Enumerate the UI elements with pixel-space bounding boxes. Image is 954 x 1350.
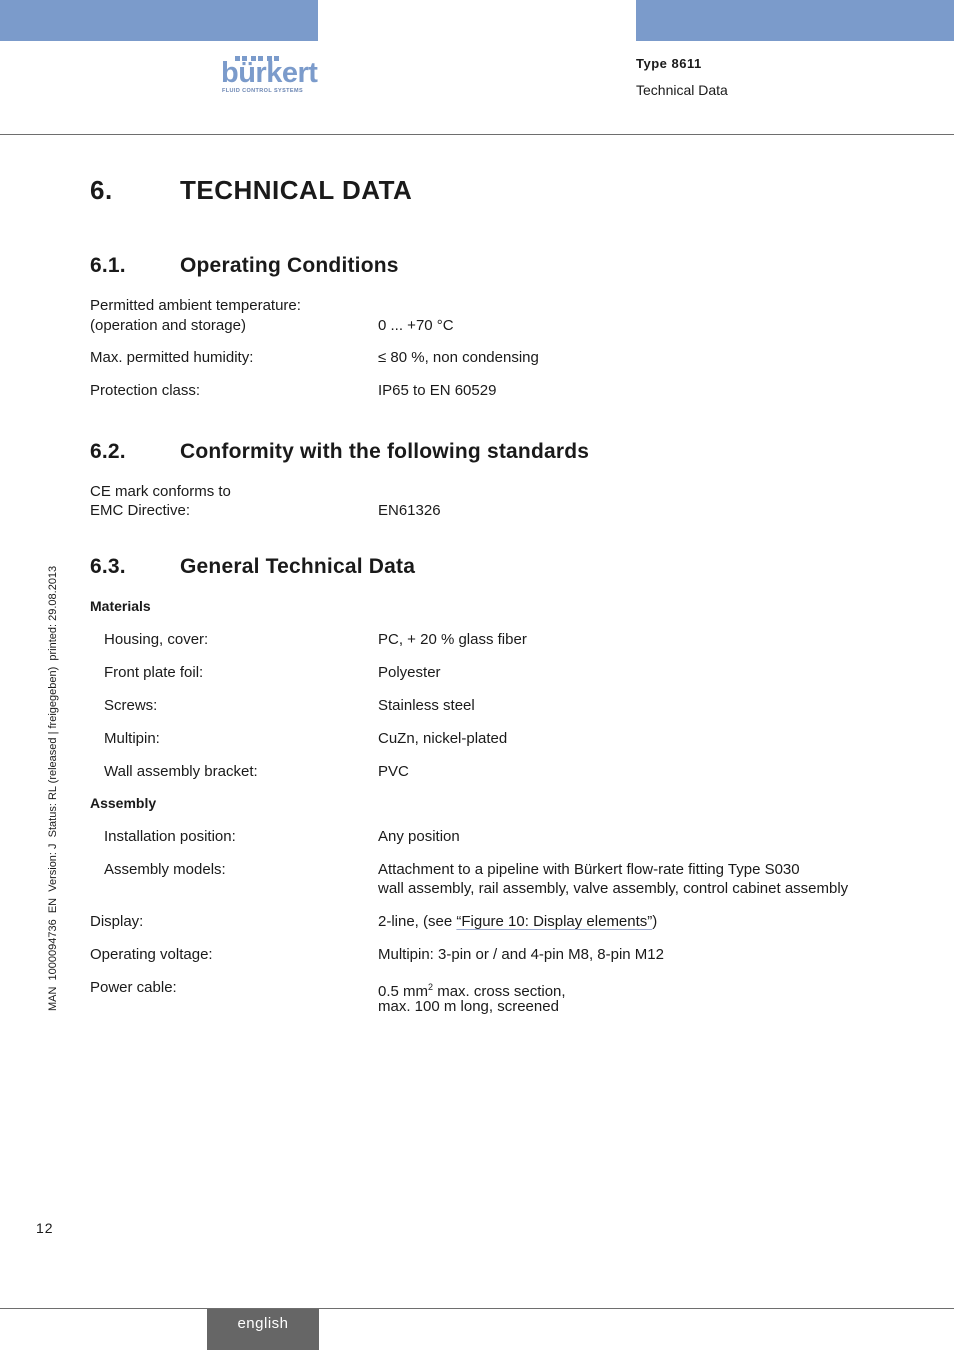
housing-value: PC, + 20 % glass fiber bbox=[378, 631, 527, 648]
display-value bbox=[378, 912, 657, 931]
section-number: 6.1. bbox=[90, 254, 126, 277]
assembly-models-label: Assembly models: bbox=[104, 861, 226, 878]
header-band-left bbox=[0, 0, 318, 41]
humidity-label: Max. permitted humidity: bbox=[90, 349, 254, 366]
protection-class-label: Protection class: bbox=[90, 382, 201, 399]
materials-heading: Materials bbox=[90, 598, 151, 614]
cable-size: 0.5 mm bbox=[378, 983, 429, 1000]
section-number: 6.3. bbox=[90, 555, 126, 578]
temperature-label-line1: Permitted ambient temperature: bbox=[90, 297, 301, 314]
section-title: Operating Conditions bbox=[180, 254, 399, 277]
section-number: 6.2. bbox=[90, 440, 126, 463]
assembly-models-value-line2: wall assembly, rail assembly, valve assembly, control cabinet assembly bbox=[378, 880, 849, 897]
figure-10-link[interactable]: “Figure 10: Display elements” bbox=[456, 913, 653, 930]
burkert-logo bbox=[221, 56, 319, 96]
product-type: Type 8611 bbox=[636, 56, 702, 71]
protection-class-value: IP65 to EN 60529 bbox=[378, 382, 497, 399]
chapter-number: 6. bbox=[90, 175, 113, 205]
language-label: english bbox=[237, 1315, 289, 1332]
ce-mark-label-line2: EMC Directive: bbox=[90, 502, 191, 519]
wall-bracket-value: PVC bbox=[378, 763, 409, 780]
multipin-label: Multipin: bbox=[104, 730, 160, 747]
header-band-right bbox=[636, 0, 954, 41]
humidity-value: ≤ 80 %, non condensing bbox=[378, 349, 539, 366]
screws-value: Stainless steel bbox=[378, 697, 475, 714]
document-side-note: MAN 1000094736 EN Version: J Status: RL (released | freigegeben) printed: 29.08.2013 bbox=[47, 565, 59, 1011]
power-cable-label: Power cable: bbox=[90, 979, 177, 996]
cable-size-rest: max. cross section, bbox=[433, 983, 566, 1000]
power-cable-value-line2: max. 100 m long, screened bbox=[378, 998, 559, 1015]
header-section-label: Technical Data bbox=[636, 82, 728, 98]
operating-voltage-value: Multipin: 3-pin or / and 4-pin M8, 8-pin M12 bbox=[378, 946, 664, 963]
section-title: General Technical Data bbox=[180, 555, 416, 578]
display-value-suffix: ) bbox=[652, 913, 658, 930]
wall-bracket-label: Wall assembly bracket: bbox=[104, 763, 258, 780]
housing-label: Housing, cover: bbox=[104, 631, 209, 648]
logo-tagline: FLUID CONTROL SYSTEMS bbox=[222, 88, 304, 94]
temperature-value: 0 ... +70 °C bbox=[378, 317, 454, 334]
installation-position-label: Installation position: bbox=[104, 828, 236, 845]
emc-standard-value: EN61326 bbox=[378, 502, 441, 519]
front-plate-value: Polyester bbox=[378, 664, 441, 681]
section-title: Conformity with the following standards bbox=[180, 440, 590, 463]
operating-voltage-label: Operating voltage: bbox=[90, 946, 213, 963]
display-label: Display: bbox=[90, 913, 144, 930]
cable-superscript: 2 bbox=[428, 982, 434, 992]
front-plate-label: Front plate foil: bbox=[104, 664, 204, 681]
header-divider bbox=[0, 134, 954, 135]
logo-wordmark: bürkert bbox=[221, 57, 318, 89]
page-number: 12 bbox=[36, 1220, 54, 1236]
screws-label: Screws: bbox=[104, 697, 158, 714]
temperature-label-line2: (operation and storage) bbox=[90, 317, 246, 334]
assembly-models-value-line1: Attachment to a pipeline with Bürkert flow-rate fitting Type S030 bbox=[378, 861, 800, 878]
assembly-heading: Assembly bbox=[90, 795, 157, 811]
chapter-title: TECHNICAL DATA bbox=[180, 175, 413, 205]
installation-position-value: Any position bbox=[378, 828, 460, 845]
language-tab bbox=[207, 1309, 319, 1350]
ce-mark-label-line1: CE mark conforms to bbox=[90, 483, 231, 500]
footer-divider bbox=[0, 1308, 954, 1309]
display-value-prefix: 2-line, (see bbox=[378, 913, 457, 930]
multipin-value: CuZn, nickel-plated bbox=[378, 730, 508, 747]
